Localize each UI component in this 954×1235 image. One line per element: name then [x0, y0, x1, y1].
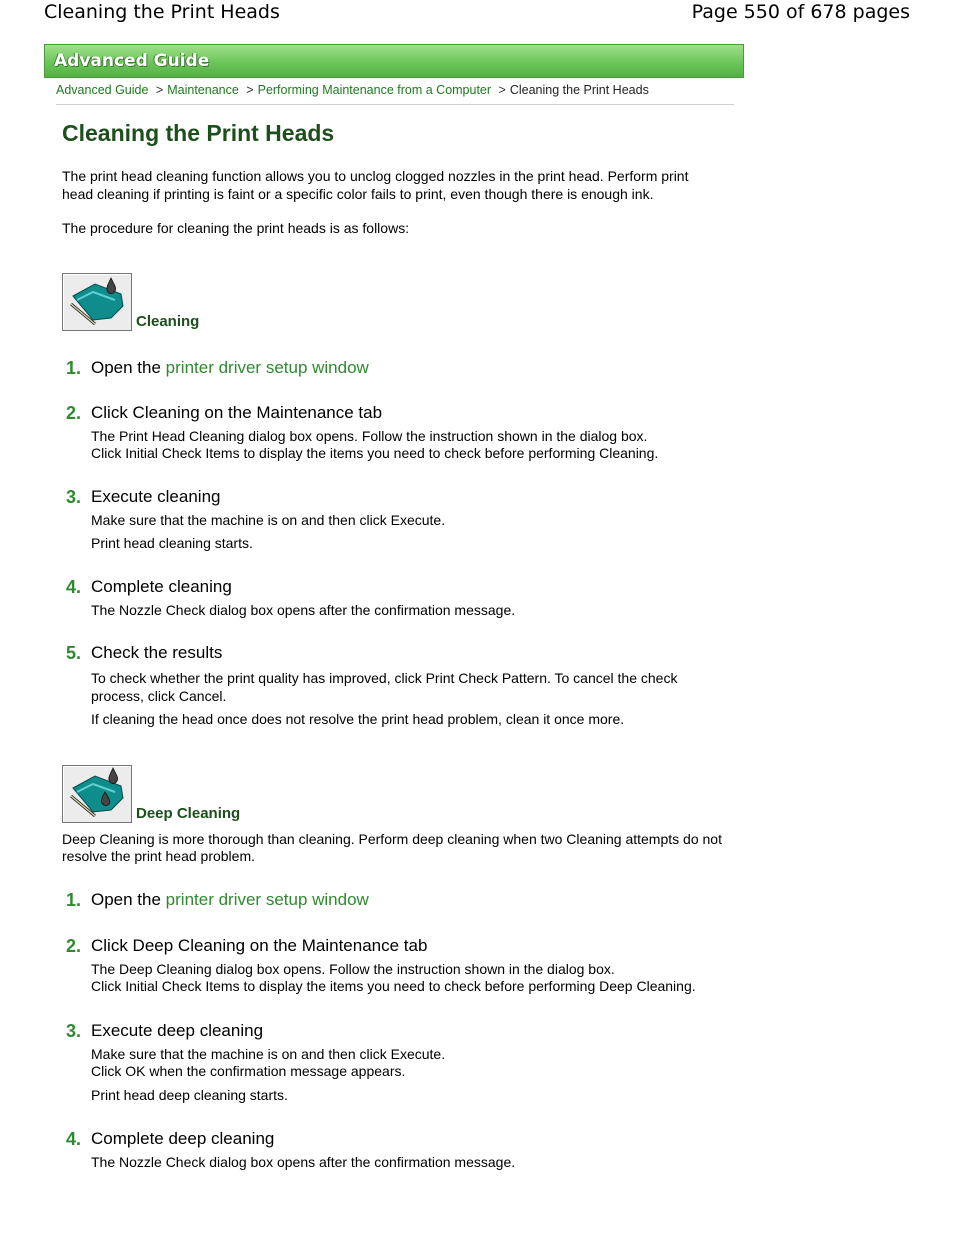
deep-step-3	[62, 1021, 722, 1105]
step-number: 3.	[66, 486, 82, 507]
cleaning-step-4	[62, 577, 722, 620]
step-title	[91, 890, 722, 910]
breadcrumb-divider	[56, 104, 734, 105]
page-header	[0, 0, 954, 26]
page-number: Page 550 of 678 pages	[691, 1, 910, 23]
step-title: Execute cleaning	[91, 486, 221, 506]
breadcrumb-link-performing-maintenance[interactable]: Performing Maintenance from a Computer	[257, 83, 492, 97]
cleaning-section-header	[62, 273, 722, 331]
breadcrumb-separator: >	[155, 83, 164, 97]
deep-cleaning-section-header	[62, 765, 722, 823]
step-title-prefix: Open the	[91, 357, 166, 377]
cleaning-step-2	[62, 403, 722, 463]
step-description-line: The Print Head Cleaning dialog box opens. Follow the instruction shown in the dialog box.	[91, 427, 648, 444]
step-description-line: Click Initial Check Items to display the items you need to check before performing Cleaning.	[91, 445, 659, 461]
step-description: The Nozzle Check dialog box opens after the confirmation message.	[91, 1154, 516, 1170]
step-description-line: If cleaning the head once does not resolve the print head problem, clean it once more.	[91, 711, 625, 727]
step-description-line: Click OK when the confirmation message appears.	[91, 1063, 406, 1079]
deep-step-1	[62, 890, 722, 910]
banner-label: Advanced Guide	[54, 51, 210, 71]
breadcrumb-link-advanced-guide[interactable]: Advanced Guide	[56, 83, 149, 97]
step-description-line: Print head cleaning starts.	[91, 535, 253, 551]
step-title: Click Deep Cleaning on the Maintenance tab	[91, 935, 428, 955]
step-description	[91, 512, 722, 553]
step-number: 1.	[66, 357, 82, 378]
printer-driver-setup-link[interactable]: printer driver setup window	[165, 357, 369, 377]
step-title: Complete cleaning	[91, 576, 232, 596]
step-title: Execute deep cleaning	[91, 1020, 264, 1040]
cleaning-step-1	[62, 358, 722, 378]
cleaning-section-title: Cleaning	[136, 312, 200, 330]
step-title: Click Cleaning on the Maintenance tab	[91, 402, 383, 422]
step-description-line: Print head deep cleaning starts.	[91, 1086, 288, 1103]
deep-cleaning-section-title: Deep Cleaning	[136, 804, 241, 822]
step-description	[91, 1046, 722, 1105]
step-description	[91, 670, 722, 729]
breadcrumb-separator: >	[498, 83, 506, 97]
document-title: Cleaning the Print Heads	[44, 1, 280, 23]
printer-driver-setup-link[interactable]: printer driver setup window	[165, 889, 369, 909]
step-description-line: Click Initial Check Items to display the items you need to check before performing Deep Cleaning.	[91, 978, 696, 994]
step-number: 4.	[66, 1129, 82, 1149]
main-content	[62, 120, 722, 1172]
breadcrumb-separator: >	[246, 83, 254, 97]
step-number: 2.	[66, 935, 82, 956]
cleaning-icon	[62, 273, 132, 331]
step-number: 4.	[66, 576, 82, 597]
step-number: 2.	[66, 402, 82, 423]
page-title: Cleaning the Print Heads	[62, 120, 335, 146]
step-title	[91, 358, 722, 378]
advanced-guide-banner	[44, 44, 744, 78]
procedure-intro: The procedure for cleaning the print heads is as follows:	[62, 220, 410, 236]
cleaning-step-3	[62, 487, 722, 553]
step-number: 3.	[66, 1020, 82, 1041]
step-description-line: The Deep Cleaning dialog box opens. Follow the instruction shown in the dialog box.	[91, 960, 615, 977]
deep-cleaning-intro: Deep Cleaning is more thorough than cleaning. Perform deep cleaning when two Cleaning attempts do not resolve the print head problem.	[62, 830, 722, 864]
step-description	[91, 428, 722, 463]
step-description	[91, 961, 722, 996]
step-description-line: To check whether the print quality has improved, click Print Check Pattern. To cancel the check process, click Cancel.	[91, 670, 678, 704]
breadcrumb-current: Cleaning the Print Heads	[509, 83, 649, 97]
deep-cleaning-icon	[62, 765, 132, 823]
deep-step-4	[62, 1129, 722, 1172]
step-title-prefix: Open the	[91, 889, 166, 909]
breadcrumb-link-maintenance[interactable]: Maintenance	[167, 83, 239, 97]
step-title: Check the results	[91, 643, 223, 662]
intro-paragraph: The print head cleaning function allows you to unclog clogged nozzles in the print head. Perform print head cleaning if printing is faint or a specific color fails to print, even though there is enough ink.	[62, 168, 689, 202]
step-number: 5.	[66, 643, 82, 663]
step-title: Complete deep cleaning	[91, 1129, 275, 1148]
cleaning-step-5	[62, 643, 722, 729]
step-number: 1.	[66, 889, 82, 910]
breadcrumb	[56, 83, 649, 97]
step-description: The Nozzle Check dialog box opens after the confirmation message.	[91, 601, 516, 618]
deep-step-2	[62, 936, 722, 996]
step-description-line: Make sure that the machine is on and then click Execute.	[91, 511, 446, 528]
step-description-line: Make sure that the machine is on and then click Execute.	[91, 1045, 446, 1062]
